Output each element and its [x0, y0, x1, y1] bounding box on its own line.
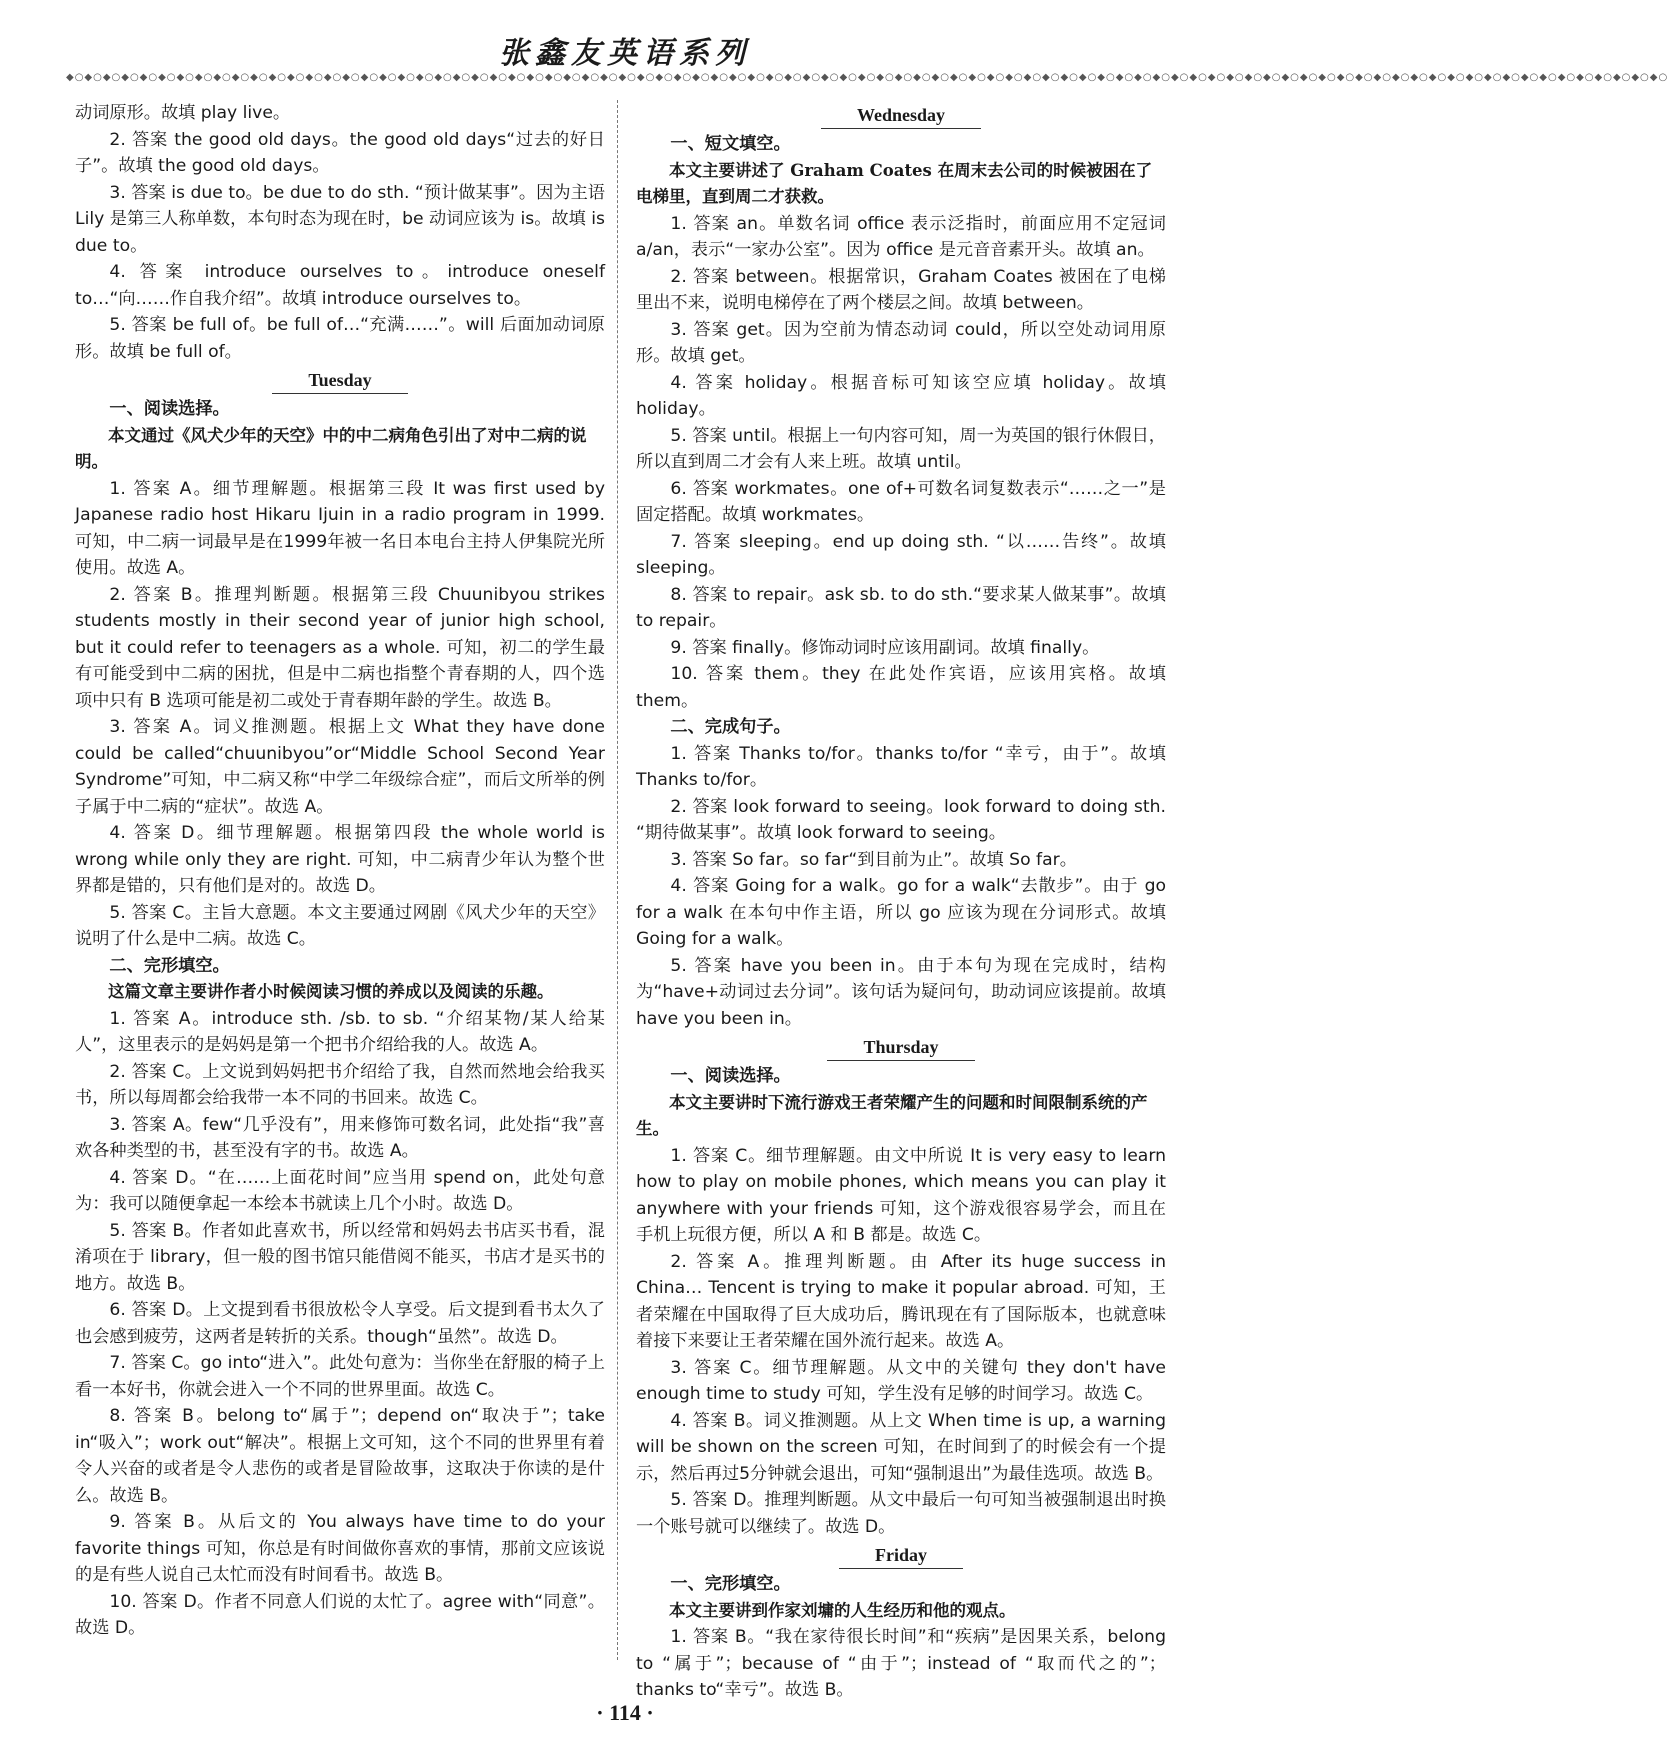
answer-item: 4. 答案 Going for a walk。go for a walk“去散步”。由于 go for a walk 在本句中作主语，所以 go 应该为现在分词形式。故填 Going for a walk。 — [636, 876, 1166, 949]
answer-item: 9. 答案 B。从后文的 You always have time to do your favorite things 可知，你总是有时间做你喜欢的事情，那前文应该说的是有些人说自己太忙而没有时间看书。故选 B。 — [75, 1512, 605, 1585]
passage-summary: 本文主要讲到作家刘墉的人生经历和他的观点。 — [669, 1600, 1016, 1620]
answer-item: 2. 答案 B。推理判断题。根据第三段 Chuunibyou strikes students mostly in their second year of junior high school, but it could refer to teenagers as a whole. 可知，初二的学生最有可能受到中二病的困扰，但是中二病也指整个青春期的人，四个选项中只有 B 选项可能是初二或处于青春期年龄的学生。故选 B。 — [75, 584, 605, 711]
header-title: 张鑫友英语系列 — [499, 36, 751, 71]
passage-summary: 本文通过《风犬少年的天空》中的中二病角色引出了对中二病的说明。 — [75, 425, 587, 471]
answer-item: 6. 答案 D。上文提到看书很放松令人享受。后文提到看书太久了也会感到疲劳，这两者是转折的关系。though“虽然”。故选 D。 — [75, 1300, 605, 1347]
answer-item: 4. 答案 D。细节理解题。根据第四段 the whole world is wrong while only they are right. 可知，中二病青少年认为整个世界都是错的，只有他们是对的。故选 D。 — [75, 823, 605, 896]
day-heading-wednesday: Wednesday — [636, 102, 1166, 129]
answer-item: 3. 答案 get。因为空前为情态动词 could，所以空处动词用原形。故填 get。 — [636, 319, 1166, 366]
answer-item: 2. 答案 the good old days。the good old days“过去的好日子”。故填 the good old days。 — [75, 129, 605, 176]
section-heading: 二、完形填空。 — [109, 955, 230, 976]
answer-item: 7. 答案 sleeping。end up doing sth. “以……告终”。故填 sleeping。 — [636, 531, 1166, 578]
answer-item: 10. 答案 D。作者不同意人们说的太忙了。agree with“同意”。故选 D。 — [75, 1591, 605, 1638]
answer-item: 2. 答案 between。根据常识，Graham Coates 被困在了电梯里出不来，说明电梯停在了两个楼层之间。故填 between。 — [636, 266, 1166, 313]
answer-item: 4. 答案 B。词义推测题。从上文 When time is up, a warning will be shown on the screen 可知，在时间到了的时候会有一个提示，然后再过5分钟就会退出，可知“强制退出”为最佳选项。故选 B。 — [636, 1410, 1166, 1484]
answer-item: 6. 答案 workmates。one of+可数名词复数表示“……之一”是固定搭配。故填 workmates。 — [636, 478, 1166, 525]
left-column — [75, 100, 605, 1642]
section-heading: 一、阅读选择。 — [109, 399, 230, 419]
answer-item: 2. 答案 look forward to seeing。look forward to doing sth. “期待做某事”。故填 look forward to seeing。 — [636, 796, 1166, 843]
day-heading-friday: Friday — [636, 1542, 1166, 1569]
answer-item: 8. 答案 to repair。ask sb. to do sth.“要求某人做某事”。故填 to repair。 — [636, 584, 1166, 631]
day-heading-thursday: Thursday — [636, 1034, 1166, 1061]
answer-item: 10. 答案 them。they 在此处作宾语，应该用宾格。故填 them。 — [636, 664, 1166, 711]
answer-item: 2. 答案 C。上文说到妈妈把书介绍给了我，自然而然地会给我买书，所以每周都会给我带一本不同的书回来。故选 C。 — [75, 1061, 605, 1108]
answer-item: 1. 答案 an。单数名词 office 表示泛指时，前面应用不定冠词 a/an，表示“一家办公室”。因为 office 是元音音素开头。故填 an。 — [636, 213, 1166, 260]
answer-item: 3. 答案 A。few“几乎没有”，用来修饰可数名词，此处指“我”喜欢各种类型的书，甚至没有字的书。故选 A。 — [75, 1114, 605, 1161]
answer-item: 2. 答案 A。推理判断题。由 After its huge success in China… Tencent is trying to make it popular abroad. 可知，王者荣耀在中国取得了巨大成功后，腾讯现在有了国际版本，也就意味着接下来要让王者荣耀在国外流行起来。故选 A。 — [636, 1251, 1166, 1351]
answer-item: 5. 答案 B。作者如此喜欢书，所以经常和妈妈去书店买书看，混淆项在于 library，但一般的图书馆只能借阅不能买，书店才是买书的地方。故选 B。 — [75, 1220, 605, 1294]
passage-summary: 这篇文章主要讲作者小时候阅读习惯的养成以及阅读的乐趣。 — [108, 982, 554, 1001]
right-column — [636, 100, 1166, 1704]
header-decorative-rule: ◆○◆○◆○◆○◆○◆○◆○◆○◆○◆○◆○◆○◆○◆○◆○◆○◆○◆○◆○◆○◆○◆○◆○◆○◆○◆○◆○◆○◆○◆○◆○◆○◆○◆○◆○◆○◆○◆○◆○◆○◆○◆○◆○◆○◆○◆○◆○◆○◆○◆○◆○◆○◆○◆○◆○◆○◆○◆○◆○◆○◆○◆○◆○◆○◆○◆○◆○◆○◆○◆○◆○◆○◆○◆○◆○◆○◆○◆○◆○◆○◆○◆○◆○◆○◆○◆○◆○ — [66, 72, 1668, 83]
answer-item: 5. 答案 until。根据上一句内容可知，周一为英国的银行休假日，所以直到周二才会有人来上班。故填 until。 — [636, 425, 1166, 472]
answer-item: 3. 答案 A。词义推测题。根据上文 What they have done could be called“chuunibyou”or“Middle School Second Year Syndrome”可知，中二病又称“中学二年级综合症”，而后文所举的例子属于中二病的“症状”。故选 A。 — [75, 717, 605, 817]
answer-item: 3. 答案 C。细节理解题。从文中的关键句 they don't have enough time to study 可知，学生没有足够的时间学习。故选 C。 — [636, 1357, 1166, 1404]
answer-item: 3. 答案 So far。so far“到目前为止”。故填 So far。 — [670, 849, 1077, 870]
answer-item: 5. 答案 C。主旨大意题。本文主要通过网剧《风犬少年的天空》说明了什么是中二病。故选 C。 — [75, 902, 605, 949]
answer-item: 5. 答案 have you been in。由于本句为现在完成时，结构为“have+动词过去分词”。该句话为疑问句，助动词应该提前。故填 have you been in。 — [636, 955, 1166, 1029]
answer-item: 1. 答案 A。细节理解题。根据第三段 It was first used by Japanese radio host Hikaru Ijuin in a radio program in 1999. 可知，中二病一词最早是在1999年被一名日本电台主持人伊集院光所使用。故选 A。 — [75, 478, 605, 578]
answer-item: 1. 答案 C。细节理解题。由文中所说 It is very easy to learn how to play on mobile phones, which means you can play it anywhere with your friends 可知，这个游戏很容易学会，而且在手机上玩很方便，所以 A 和 B 都是。故选 C。 — [636, 1145, 1166, 1245]
answer-item: 1. 答案 A。introduce sth. /sb. to sb. “介绍某物/某人给某人”，这里表示的是妈妈是第一个把书介绍给我的人。故选 A。 — [75, 1008, 605, 1055]
answer-item: 5. 答案 D。推理判断题。从文中最后一句可知当被强制退出时换一个账号就可以继续了。故选 D。 — [636, 1490, 1166, 1537]
day-heading-tuesday: Tuesday — [75, 367, 605, 394]
page-number: · 114 · — [596, 1700, 654, 1725]
section-heading: 一、短文填空。 — [670, 134, 791, 154]
answer-text: 动词原形。故填 play live。 — [75, 103, 291, 123]
answer-item: 7. 答案 C。go into“进入”。此处句意为：当你坐在舒服的椅子上看一本好书，你就会进入一个不同的世界里面。故选 C。 — [75, 1353, 605, 1400]
passage-summary: 本文主要讲时下流行游戏王者荣耀产生的问题和时间限制系统的产生。 — [636, 1092, 1148, 1138]
section-heading: 二、完成句子。 — [670, 717, 791, 737]
answer-item: 1. 答案 Thanks to/for。thanks to/for “幸亏，由于”。故填 Thanks to/for。 — [636, 743, 1166, 790]
answer-item: 1. 答案 B。“我在家待很长时间”和“疾病”是因果关系，belong to “属于”；because of “由于”；instead of “取而代之的”；thanks to“幸亏”。故选 B。 — [636, 1627, 1166, 1700]
answer-item: 9. 答案 finally。修饰动词时应该用副词。故填 finally。 — [670, 637, 1100, 658]
section-heading: 一、阅读选择。 — [670, 1066, 791, 1086]
passage-summary: 本文主要讲述了 Graham Coates 在周末去公司的时候被困在了电梯里，直到周二才获救。 — [636, 160, 1153, 206]
answer-item: 3. 答案 is due to。be due to do sth. “预计做某事”。因为主语 Lily 是第三人称单数，本句时态为现在时，be 动词应该为 is。故填 is due to。 — [75, 182, 605, 256]
section-heading: 一、完形填空。 — [670, 1574, 791, 1594]
answer-item: 4. 答案 D。“在……上面花时间”应当用 spend on，此处句意为：我可以随便拿起一本绘本书就读上几个小时。故选 D。 — [75, 1167, 605, 1214]
answer-item: 4. 答案 introduce ourselves to。introduce oneself to…“向……作自我介绍”。故填 introduce ourselves to。 — [75, 262, 605, 309]
answer-item: 4. 答案 holiday。根据音标可知该空应填 holiday。故填 holiday。 — [636, 372, 1166, 419]
answer-item: 5. 答案 be full of。be full of…“充满……”。will 后面加动词原形。故填 be full of。 — [75, 315, 605, 362]
answer-item: 8. 答案 B。belong to“属于”；depend on“取决于”；take in“吸入”；work out“解决”。根据上文可知，这个不同的世界里有着令人兴奋的或者是令人悲伤的或者是冒险故事，这取决于你读的是什么。故选 B。 — [75, 1406, 605, 1506]
column-divider — [617, 100, 618, 1660]
